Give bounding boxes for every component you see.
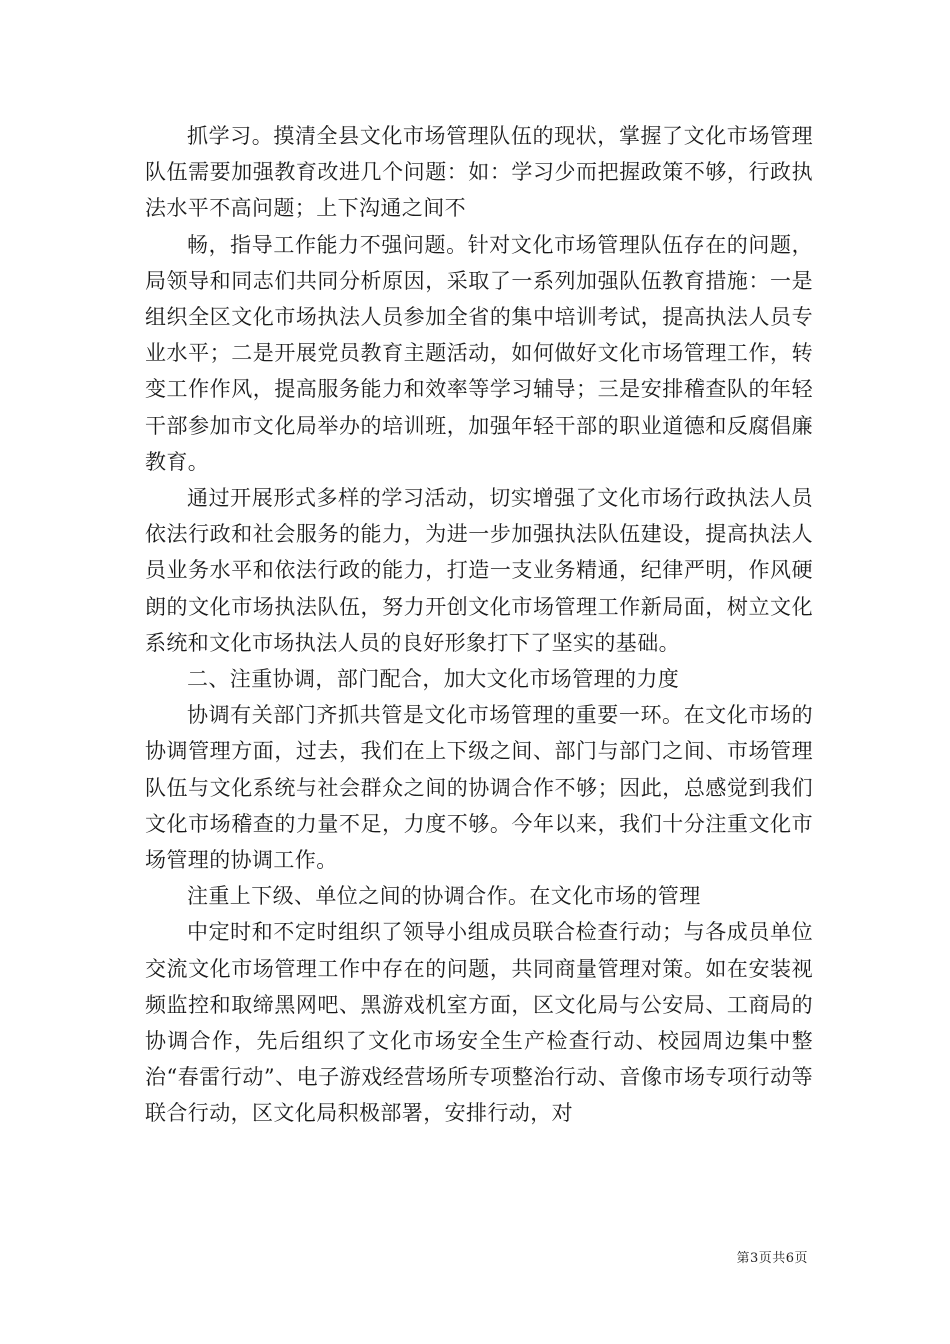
- document-body: [145, 118, 813, 1132]
- page-number-footer: 第3页共6页: [736, 1251, 808, 1266]
- paragraph-6: 中定时和不定时组织了领导小组成员联合检查行动；与各成员单位交流文化市场管理工作中存在的问题，共同商量管理对策。如在安装视频监控和取缔黑网吧、黑游戏机室方面，区文化局与公安局、工商局的协调合作，先后组织了文化市场安全生产检查行动、校园周边集中整治“春雷行动”、电子游戏经营场所专项整治行动、音像市场专项行动等联合行动，区文化局积极部署，安排行动，对: [145, 920, 813, 1126]
- section-heading-2: 二、注重协调，部门配合，加大文化市场管理的力度: [187, 667, 680, 692]
- paragraph-5: 注重上下级、单位之间的协调合作。在文化市场的管理: [187, 884, 701, 909]
- paragraph-1: 抓学习。摸清全县文化市场管理队伍的现状，掌握了文化市场管理队伍需要加强教育改进几个问题：如：学习少而把握政策不够，行政执法水平不高问题；上下沟通之间不: [145, 124, 813, 221]
- paragraph-2: 畅，指导工作能力不强问题。针对文化市场管理队伍存在的问题，局领导和同志们共同分析原因，采取了一系列加强队伍教育措施：一是组织全区文化市场执法人员参加全省的集中培训考试，提高执法人员专业水平；二是开展党员教育主题活动，如何做好文化市场管理工作，转变工作作风，提高服务能力和效率等学习辅导；三是安排稽查队的年轻干部参加市文化局举办的培训班，加强年轻干部的职业道德和反腐倡廉教育。: [145, 232, 813, 474]
- paragraph-4: 协调有关部门齐抓共管是文化市场管理的重要一环。在文化市场的协调管理方面，过去，我们在上下级之间、部门与部门之间、市场管理队伍与文化系统与社会群众之间的协调合作不够；因此，总感觉到我们文化市场稽查的力量不足，力度不够。今年以来，我们十分注重文化市场管理的协调工作。: [145, 703, 813, 873]
- paragraph-3: 通过开展形式多样的学习活动，切实增强了文化市场行政执法人员依法行政和社会服务的能力，为进一步加强执法队伍建设，提高执法人员业务水平和依法行政的能力，打造一支业务精通，纪律严明，作风硬朗的文化市场执法队伍，努力开创文化市场管理工作新局面，树立文化系统和文化市场执法人员的良好形象打下了坚实的基础。: [145, 486, 813, 655]
